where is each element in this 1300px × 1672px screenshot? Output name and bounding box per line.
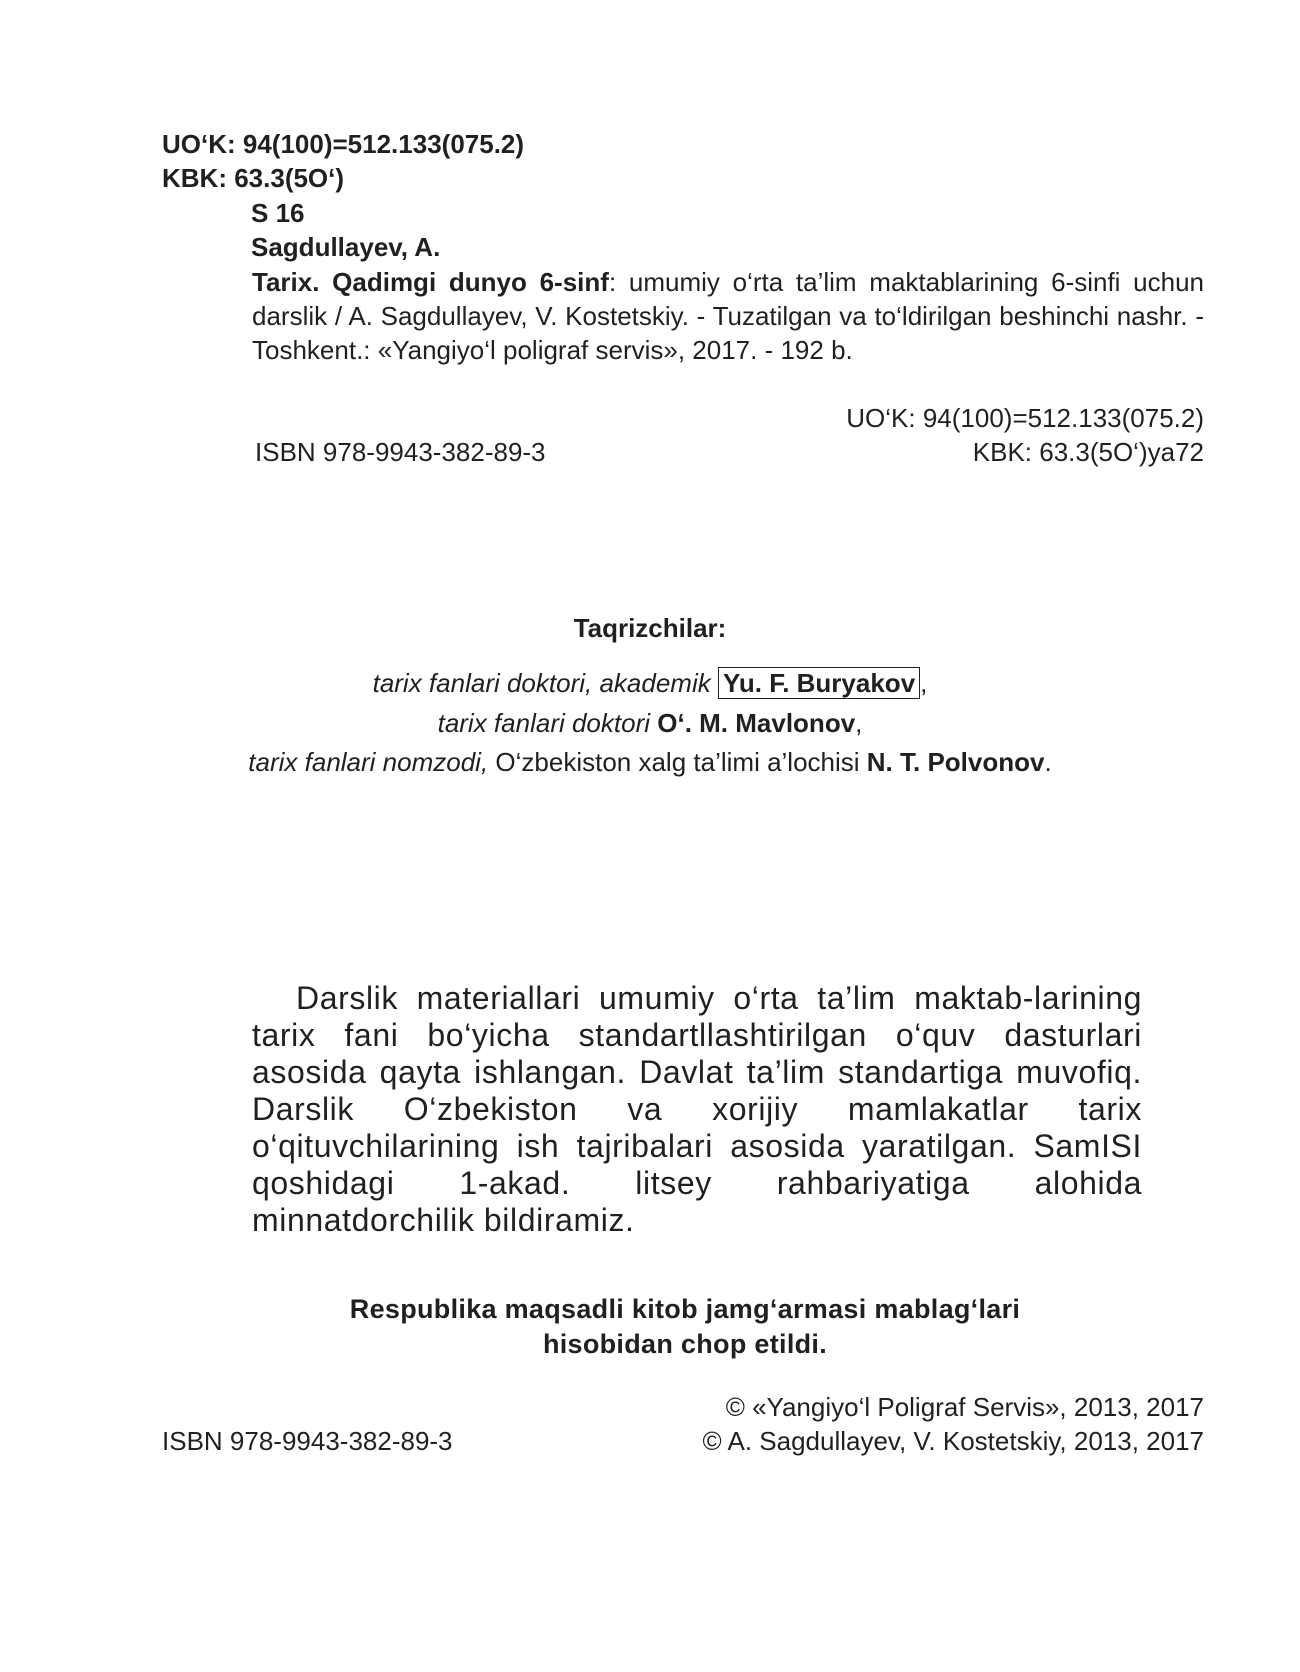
reviewer-name-framed: Yu. F. Buryakov: [718, 667, 920, 699]
author-sign: S 16: [251, 198, 305, 228]
reviewer-end: .: [1044, 747, 1052, 777]
reviewer-title: O‘zbekiston xalg ta’limi a’lochisi: [488, 747, 867, 777]
funding-line-1: Respublika maqsadli kitob jamg‘armasi mablag‘lari: [349, 1294, 1021, 1324]
reviewers-heading: Taqrizchilar:: [573, 613, 727, 643]
kbk-right: KBK: 63.3(5O‘)ya72: [972, 437, 1204, 467]
reviewer-line: [0, 744, 1300, 780]
book-title: Tarix. Qadimgi dunyo 6-sinf: [252, 267, 609, 297]
uok-heading: UO‘K: 94(100)=512.133(075.2): [162, 129, 525, 159]
reviewer-name: N. T. Polvonov: [866, 747, 1045, 777]
kbk-heading: KBK: 63.3(5O‘): [162, 163, 345, 193]
body-paragraph: Darslik materiallari umumiy o‘rta ta’lim maktab-larining tarix fani bo‘yicha standartllashtirilgan o‘quv dasturlari asosida qayta ishlangan. Davlat ta’lim standartiga muvofiq. Darslik O‘zbekiston va xorijiy mamlakatlar tarix o‘qituvchilarining ish tajribalari asosida yaratilgan. SamISI qoshidagi 1-akad. litsey rahbariyatiga alohida minnatdorchilik bildiramiz.: [252, 980, 1142, 1238]
isbn-footer: ISBN 978-9943-382-89-3: [162, 1426, 453, 1456]
reviewer-role: tarix fanlari doktori, akademik: [372, 668, 718, 698]
copyright-publisher: © «Yangiyo‘l Poligraf Servis», 2013, 2017: [725, 1392, 1204, 1422]
reviewer-role: tarix fanlari doktori: [437, 708, 658, 738]
book-description: : umumiy o‘rta ta’lim maktablarining 6-sinfi uchun darslik / A. Sagdullayev, V. Kostetskiy. - Tuzatilgan va to‘ldirilgan beshinchi nashr. - Toshkent.: «Yangiyo‘l poligraf servis», 2017. - 192 b.: [252, 267, 1204, 365]
funding-line-2: hisobidan chop etildi.: [542, 1329, 828, 1359]
reviewer-line: [0, 705, 1300, 741]
reviewer-end: ,: [920, 668, 928, 698]
reviewer-role: tarix fanlari nomzodi,: [248, 747, 489, 777]
catalog-description: [252, 265, 1204, 367]
author-name: Sagdullayev, A.: [251, 232, 441, 262]
copyright-authors: © A. Sagdullayev, V. Kostetskiy, 2013, 2017: [702, 1426, 1204, 1456]
isbn-catalog: ISBN 978-9943-382-89-3: [255, 437, 546, 467]
uok-right: UO‘K: 94(100)=512.133(075.2): [846, 403, 1204, 433]
reviewer-name: O‘. M. Mavlonov: [657, 708, 856, 738]
reviewer-line: [0, 665, 1300, 701]
reviewer-end: ,: [855, 708, 863, 738]
